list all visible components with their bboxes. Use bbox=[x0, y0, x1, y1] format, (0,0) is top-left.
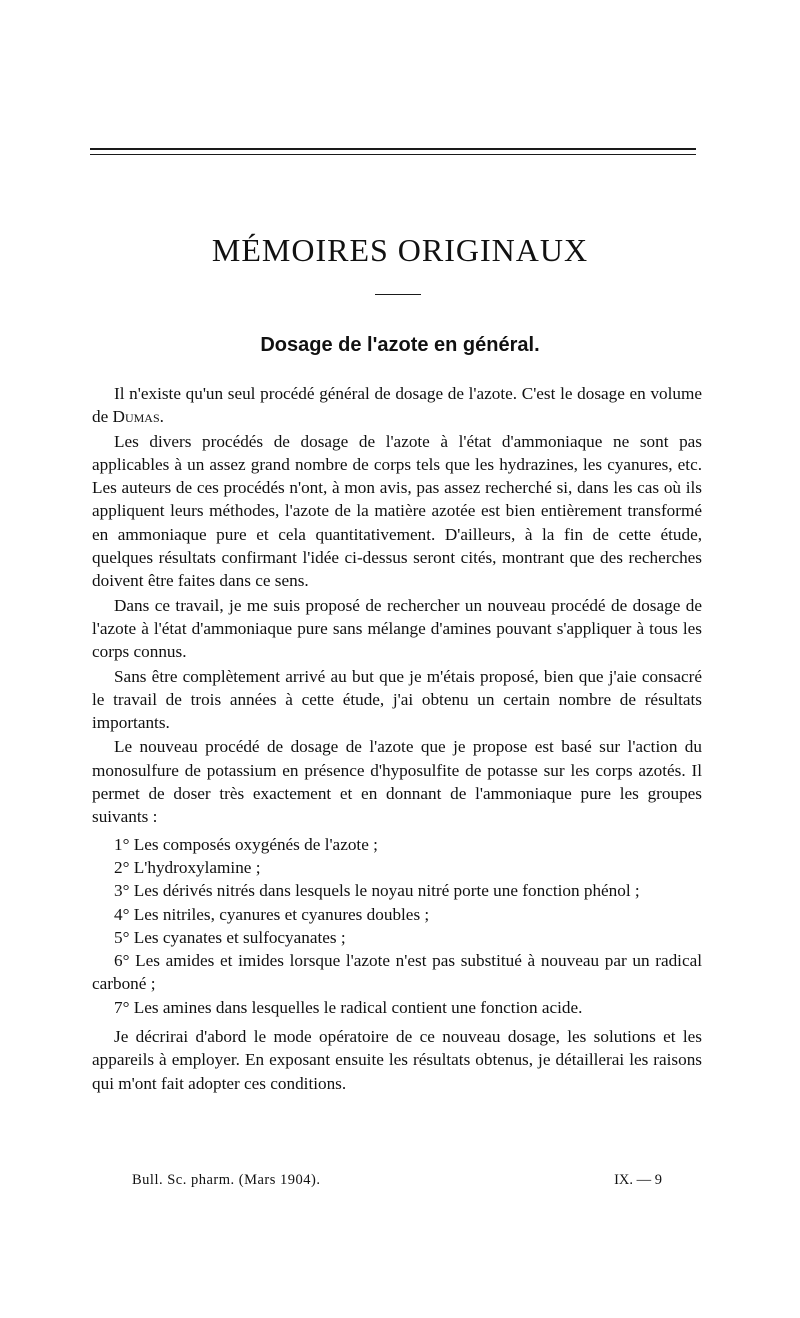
paragraph: Le nouveau procédé de dosage de l'azote que je propose est basé sur l'action du monosulfure de potassium en présence d'hyposulfite de potasse sur les corps azotés. Il permet de doser très exactement et en donnant de l'ammoniaque pure les groupes suivants : bbox=[92, 737, 702, 827]
list-item: 3° Les dérivés nitrés dans lesquels le noyau nitré porte une fonction phénol ; bbox=[114, 881, 640, 901]
closing-paragraph: Je décrirai d'abord le mode opératoire de ce nouveau dosage, les solutions et les appareils à employer. En exposant ensuite les résultats obtenus, je détaillerai les raisons qui m'ont fait adopter ces conditions. bbox=[92, 1027, 702, 1093]
paragraph: Dans ce travail, je me suis proposé de rechercher un nouveau procédé de dosage de l'azote à l'état d'ammoniaque pure sans mélange d'amines pouvant s'appliquer à tous les corps connus. bbox=[92, 595, 702, 662]
list-item: 5° Les cyanates et sulfocyanates ; bbox=[114, 927, 346, 947]
list-item: 4° Les nitriles, cyanures et cyanures doubles ; bbox=[114, 904, 430, 924]
section-title: MÉMOIRES ORIGINAUX bbox=[211, 232, 589, 268]
numbered-list bbox=[92, 833, 702, 1019]
paragraph: Les divers procédés de dosage de l'azote à l'état d'ammoniaque ne sont pas applicables à un assez grand nombre de corps tels que les hydrazines, les cyanures, etc. Les auteurs de ces procédés n'ont, à mon avis, pas assez recherché si, dans les cas où ils appliquent leurs méthodes, l'azote de la matière azotée est bien entièrement transformé en ammoniaque pure et cela quantitativement. D'ailleurs, à la fin de cette étude, quelques résultats confirmant l'idée ci-dessus seront cités, montrant que des recherches doivent être faites dans ce sens. bbox=[92, 431, 702, 591]
list-item: 6° Les amides et imides lorsque l'azote n'est pas substitué à nouveau par un radical carboné ; bbox=[92, 951, 702, 994]
list-item: 2° L'hydroxylamine ; bbox=[114, 857, 261, 877]
list-item: 1° Les composés oxygénés de l'azote ; bbox=[114, 834, 378, 854]
signature-mark: IX. — 9 bbox=[614, 1172, 662, 1188]
top-rule-thin bbox=[90, 154, 696, 155]
article-title: Dosage de l'azote en général. bbox=[260, 334, 540, 356]
page-footer bbox=[92, 1172, 702, 1189]
author-name: Dumas bbox=[112, 407, 160, 427]
title-divider bbox=[375, 294, 421, 295]
paragraph: Sans être complètement arrivé au but que je m'étais proposé, bien que j'aie consacré le travail de trois années à cette étude, j'ai obtenu un certain nombre de résultats importants. bbox=[92, 666, 702, 733]
paragraph: Il n'existe qu'un seul procédé général de dosage de l'azote. C'est le dosage en volume de Dumas. bbox=[92, 384, 702, 427]
article-body bbox=[92, 382, 702, 1096]
top-rule bbox=[90, 148, 696, 150]
journal-citation: Bull. Sc. pharm. (Mars 1904). bbox=[132, 1172, 321, 1188]
list-item: 7° Les amines dans lesquelles le radical contient une fonction acide. bbox=[114, 997, 583, 1017]
